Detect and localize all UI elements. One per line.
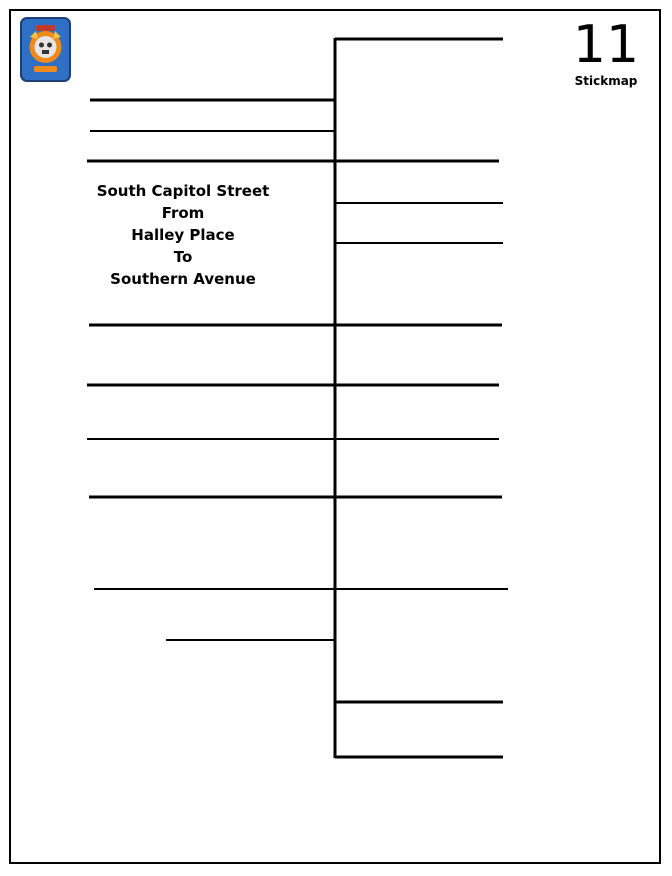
map-label: Stickmap [574,74,638,88]
map-number: 11 [572,15,640,75]
route-to-word: To [173,248,193,266]
route-from-street: Halley Place [131,226,235,244]
route-street: South Capitol Street [96,182,270,200]
route-to-street: Southern Avenue [110,270,256,288]
route-from-word: From [161,204,205,222]
